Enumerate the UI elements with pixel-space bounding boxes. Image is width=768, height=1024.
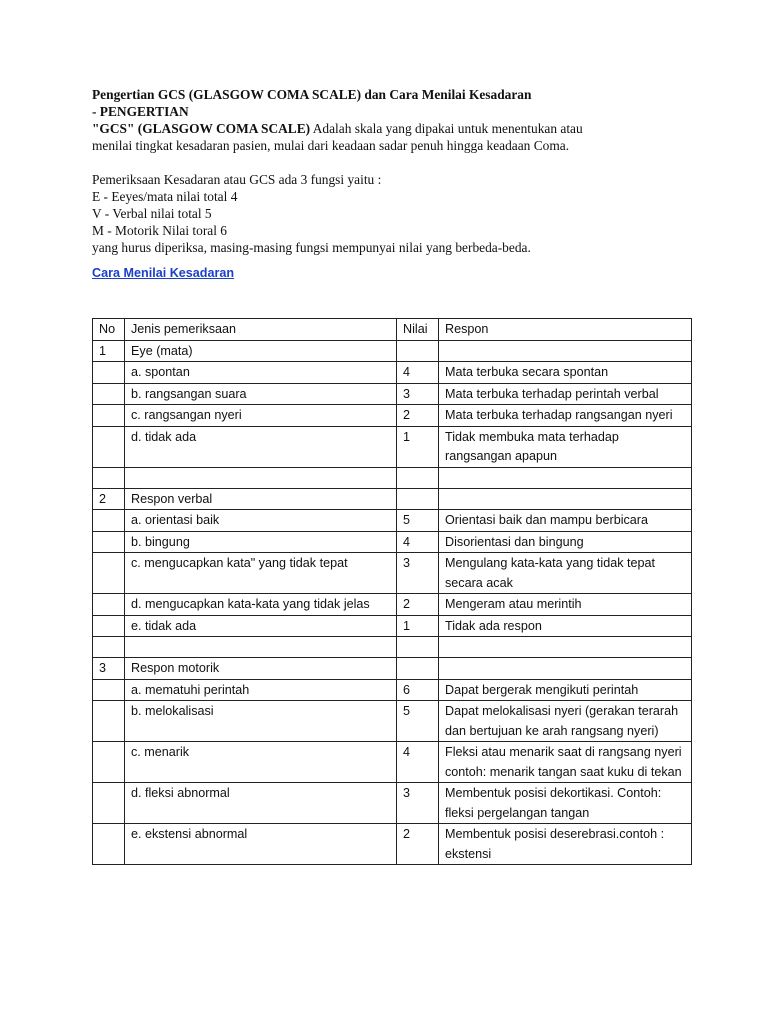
empty-cell — [439, 340, 692, 362]
definition-text: Adalah skala yang dipakai untuk menentukan atau — [310, 121, 583, 136]
respon-cell: Dapat bergerak mengikuti perintah — [439, 679, 692, 701]
header-jenis: Jenis pemeriksaan — [125, 319, 397, 341]
table-row — [93, 362, 692, 384]
header-respon: Respon — [439, 319, 692, 341]
nilai-cell: 5 — [397, 701, 439, 742]
empty-cell — [93, 426, 125, 467]
respon-cell: Disorientasi dan bingung — [439, 531, 692, 553]
empty-cell — [93, 594, 125, 616]
empty-cell — [439, 488, 692, 510]
empty-cell — [93, 824, 125, 865]
verbal-total-line: V - Verbal nilai total 5 — [92, 206, 212, 221]
empty-cell — [93, 553, 125, 594]
nilai-cell: 5 — [397, 510, 439, 532]
table-row — [93, 824, 692, 865]
nilai-cell: 1 — [397, 615, 439, 637]
jenis-cell: c. rangsangan nyeri — [125, 405, 397, 427]
doc-title: Pengertian GCS (GLASGOW COMA SCALE) dan Cara Menilai Kesadaran — [92, 87, 532, 102]
jenis-cell: c. menarik — [125, 742, 397, 783]
table-row — [93, 405, 692, 427]
jenis-cell: a. orientasi baik — [125, 510, 397, 532]
jenis-cell: d. fleksi abnormal — [125, 783, 397, 824]
closing-line: yang hurus diperiksa, masing-masing fungsi mempunyai nilai yang berbeda-beda. — [92, 240, 531, 255]
empty-cell — [397, 467, 439, 488]
table-row — [93, 783, 692, 824]
jenis-cell: e. ekstensi abnormal — [125, 824, 397, 865]
nilai-cell: 4 — [397, 742, 439, 783]
spacer-row — [93, 467, 692, 488]
intro-line: Pemeriksaan Kesadaran atau GCS ada 3 fungsi yaitu : — [92, 172, 382, 187]
empty-cell — [397, 637, 439, 658]
table-row — [93, 531, 692, 553]
respon-cell: Dapat melokalisasi nyeri (gerakan terarah dan bertujuan ke arah rangsang nyeri) — [439, 701, 692, 742]
jenis-cell: b. bingung — [125, 531, 397, 553]
section-heading: - PENGERTIAN — [92, 104, 189, 119]
nilai-cell: 3 — [397, 783, 439, 824]
empty-cell — [93, 679, 125, 701]
table-row — [93, 701, 692, 742]
respon-cell: Membentuk posisi deserebrasi.contoh : ekstensi — [439, 824, 692, 865]
respon-cell: Mata terbuka secara spontan — [439, 362, 692, 384]
jenis-cell: e. tidak ada — [125, 615, 397, 637]
respon-cell: Mata terbuka terhadap rangsangan nyeri — [439, 405, 692, 427]
eye-total-line: E - Eeyes/mata nilai total 4 — [92, 189, 238, 204]
section-no: 3 — [93, 658, 125, 680]
table-row — [93, 742, 692, 783]
header-nilai: Nilai — [397, 319, 439, 341]
nilai-cell: 6 — [397, 679, 439, 701]
definition-line-2: menilai tingkat kesadaran pasien, mulai dari keadaan sadar penuh hingga keadaan Coma. — [92, 138, 570, 153]
respon-cell: Fleksi atau menarik saat di rangsang nyeri contoh: menarik tangan saat kuku di tekan — [439, 742, 692, 783]
section-no: 2 — [93, 488, 125, 510]
respon-cell: Tidak membuka mata terhadap rangsangan apapun — [439, 426, 692, 467]
table-row — [93, 426, 692, 467]
table-row — [93, 510, 692, 532]
respon-cell: Mengulang kata-kata yang tidak tepat secara acak — [439, 553, 692, 594]
jenis-cell: b. rangsangan suara — [125, 383, 397, 405]
nilai-cell: 3 — [397, 383, 439, 405]
jenis-cell: a. spontan — [125, 362, 397, 384]
document-body — [92, 86, 692, 282]
jenis-cell: c. mengucapkan kata" yang tidak tepat — [125, 553, 397, 594]
empty-cell — [93, 362, 125, 384]
table-row — [93, 679, 692, 701]
empty-cell — [439, 637, 692, 658]
empty-cell — [93, 510, 125, 532]
respon-cell: Mengeram atau merintih — [439, 594, 692, 616]
nilai-cell: 2 — [397, 594, 439, 616]
empty-cell — [125, 467, 397, 488]
nilai-cell: 1 — [397, 426, 439, 467]
definition-term: "GCS" (GLASGOW COMA SCALE) — [92, 121, 311, 136]
section-label: Eye (mata) — [125, 340, 397, 362]
table-row — [93, 553, 692, 594]
section-label: Respon motorik — [125, 658, 397, 680]
empty-cell — [397, 658, 439, 680]
jenis-cell: d. mengucapkan kata-kata yang tidak jelas — [125, 594, 397, 616]
empty-cell — [93, 405, 125, 427]
section-row — [93, 658, 692, 680]
section-no: 1 — [93, 340, 125, 362]
empty-cell — [439, 467, 692, 488]
jenis-cell: d. tidak ada — [125, 426, 397, 467]
respon-cell: Tidak ada respon — [439, 615, 692, 637]
respon-cell: Membentuk posisi dekortikasi. Contoh: fleksi pergelangan tangan — [439, 783, 692, 824]
table-row — [93, 594, 692, 616]
empty-cell — [93, 742, 125, 783]
definition-line-1 — [92, 120, 692, 137]
jenis-cell: b. melokalisasi — [125, 701, 397, 742]
nilai-cell: 2 — [397, 824, 439, 865]
empty-cell — [93, 637, 125, 658]
table-row — [93, 383, 692, 405]
section-row — [93, 340, 692, 362]
empty-cell — [93, 531, 125, 553]
empty-cell — [125, 637, 397, 658]
empty-cell — [93, 783, 125, 824]
nilai-cell: 2 — [397, 405, 439, 427]
spacer-row — [93, 637, 692, 658]
gcs-table-body — [93, 319, 692, 865]
cara-menilai-link[interactable]: Cara Menilai Kesadaran — [92, 266, 235, 280]
respon-cell: Mata terbuka terhadap perintah verbal — [439, 383, 692, 405]
table-row — [93, 615, 692, 637]
empty-cell — [397, 340, 439, 362]
empty-cell — [93, 615, 125, 637]
nilai-cell: 4 — [397, 362, 439, 384]
empty-cell — [439, 658, 692, 680]
nilai-cell: 4 — [397, 531, 439, 553]
header-no: No — [93, 319, 125, 341]
empty-cell — [93, 701, 125, 742]
respon-cell: Orientasi baik dan mampu berbicara — [439, 510, 692, 532]
section-row — [93, 488, 692, 510]
empty-cell — [397, 488, 439, 510]
nilai-cell: 3 — [397, 553, 439, 594]
motor-total-line: M - Motorik Nilai toral 6 — [92, 223, 228, 238]
table-header-row — [93, 319, 692, 341]
empty-cell — [93, 383, 125, 405]
section-label: Respon verbal — [125, 488, 397, 510]
gcs-table — [92, 318, 692, 865]
jenis-cell: a. mematuhi perintah — [125, 679, 397, 701]
empty-cell — [93, 467, 125, 488]
